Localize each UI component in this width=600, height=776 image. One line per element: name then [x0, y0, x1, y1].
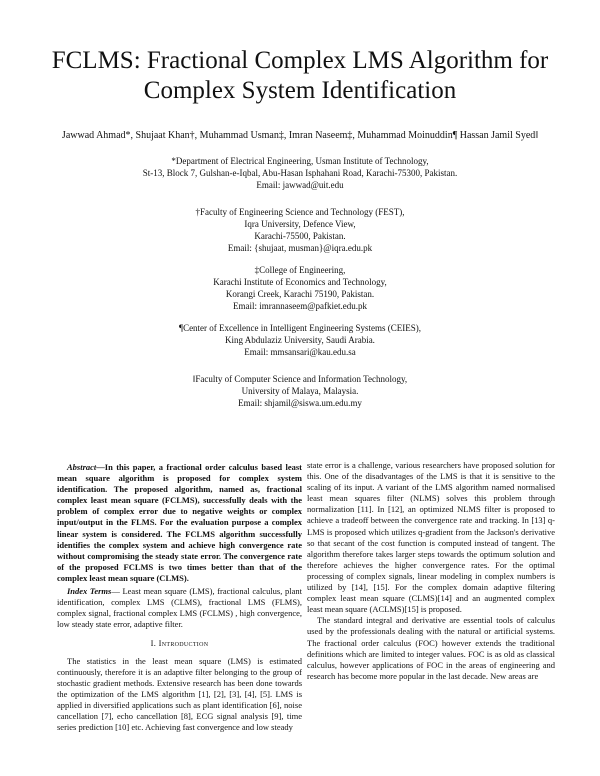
affiliation-line: Email: {shujaat, musman}@iqra.edu.pk — [227, 243, 373, 253]
abstract-label: Abstract — [67, 462, 97, 472]
affiliation-line: University of Malaya, Malaysia. — [241, 386, 359, 396]
body-paragraph-2: The standard integral and derivative are essential tools of calculus used by the professionals dealing with the natural or artificial systems. The fractional order calculus (FOC) however extends the traditional definitions which are limited to integer values. FOC is as old as classical calculus, however applications of FOC in the areas of engineering and research has become more popular in the last decade. New areas are — [307, 615, 555, 681]
affiliation-line: ‡College of Engineering, — [254, 265, 346, 275]
index-terms — [57, 586, 302, 630]
author-list: Jawwad Ahmad*, Shujaat Khan†, Muhammad Usman‡, Imran Naseem‡, Muhammad Moinuddin¶ Hassan Jamil Syed‖ — [61, 130, 539, 141]
left-column — [57, 462, 302, 733]
affiliation-line: Email: mmsansari@kau.edu.sa — [244, 347, 356, 357]
intro-paragraph: The statistics in the least mean square (LMS) is estimated continuously, therefore it is an adaptive filter belonging to the group of stochastic gradient methods. Extensive research has been done towards the optimization of the LMS algorithm [1], [2], [3], [4], [5]. LMS is applied in diversified applications such as plant identification [6], noise cancellation [7], echo cancellation [8], ECG signal analysis [9], time series prediction [10] etc. Achieving fast convergence and low steady — [57, 655, 302, 733]
affiliation-line: St-13, Block 7, Gulshan-e-Iqbal, Abu-Hasan Isphahani Road, Karachi-75300, Pakistan. — [142, 168, 458, 178]
abstract — [57, 462, 302, 584]
section-heading-introduction: I. Introduction — [150, 638, 209, 649]
abstract-text: —In this paper, a fractional order calculus based least mean square algorithm is proposed for complex system identification. The proposed algorithm, named as, fractional complex least mean square (FCLMS), successfully deals with the problem of complex error due to negative weights or complex input/output in the FLMS. For the evaluation purpose a complex linear system is considered. The FCLMS algorithm successfully identifies the complex system and achieve high convergence rate without compromising the steady state error. The convergence rate of the proposed FCLMS is two times better than that of the complex least mean square (CLMS). — [57, 462, 302, 583]
index-terms-text: — Least mean square (LMS), fractional calculus, plant identification, complex LMS (CLMS), fractional LMS (FLMS), complex signal, fractional complex LMS (FCLMS) , high convergence, low steady state error, adaptive filter. — [57, 586, 302, 630]
affiliation-line: ¶Center of Excellence in Intelligent Engineering Systems (CEIES), — [178, 323, 421, 333]
affiliation-line: Iqra University, Defence View, — [244, 219, 356, 229]
index-terms-label: Index Terms — [67, 586, 112, 597]
affiliation-line: Email: jawwad@uit.edu — [256, 180, 344, 190]
affiliation-line: Email: imrannaseem@pafkiet.edu.pk — [233, 301, 367, 311]
title-line-1: FCLMS: Fractional Complex LMS Algorithm for — [51, 47, 549, 74]
affiliation-line: *Department of Electrical Engineering, Usman Institute of Technology, — [171, 156, 429, 166]
title-line-2: Complex System Identification — [143, 77, 457, 104]
body-paragraph-1: state error is a challenge, various researchers have proposed solution for this. One of the disadvantages of the LMS is that it is sensitive to the scaling of its input. A variant of the LMS algorithm named normalised least mean squares filter (NLMS) solves this problem through normalization [11]. In [12], an optimized NLMS filter is proposed to achieve a tradeoff between the convergence rate and tracking. In [13] q-LMS is proposed which utilizes q-gradient from the Jackson's derivative so that secant of the cost function is computed instead of tangent. The algorithm therefore takes larger steps towards the optimum solution and therefore achieves the higher convergence rates. For the optimal processing of complex signals, linear modeling in complex numbers is utilized by [14], [15]. For the complex domain adaptive filtering complex least mean square (CLMS)[14] and an augmented complex least mean square (ACLMS)[15] is proposed. — [307, 460, 555, 615]
affiliation-4 — [0, 322, 600, 358]
affiliation-5 — [0, 373, 600, 409]
affiliation-line: ‖Faculty of Computer Science and Information Technology, — [192, 374, 408, 384]
right-column — [307, 460, 555, 682]
paper-title — [0, 46, 600, 106]
affiliation-line: Karachi Institute of Economics and Technology, — [213, 277, 387, 287]
affiliation-line: Karachi-75500, Pakistan. — [254, 231, 346, 241]
affiliation-3 — [0, 264, 600, 312]
affiliation-2 — [0, 206, 600, 254]
affiliation-line: Email: shjamil@siswa.um.edu.my — [238, 398, 362, 408]
affiliation-line: †Faculty of Engineering Science and Technology (FEST), — [195, 207, 405, 217]
affiliation-line: Korangi Creek, Karachi 75190, Pakistan. — [225, 289, 375, 299]
affiliation-line: King Abdulaziz University, Saudi Arabia. — [225, 335, 375, 345]
affiliation-1 — [0, 155, 600, 191]
